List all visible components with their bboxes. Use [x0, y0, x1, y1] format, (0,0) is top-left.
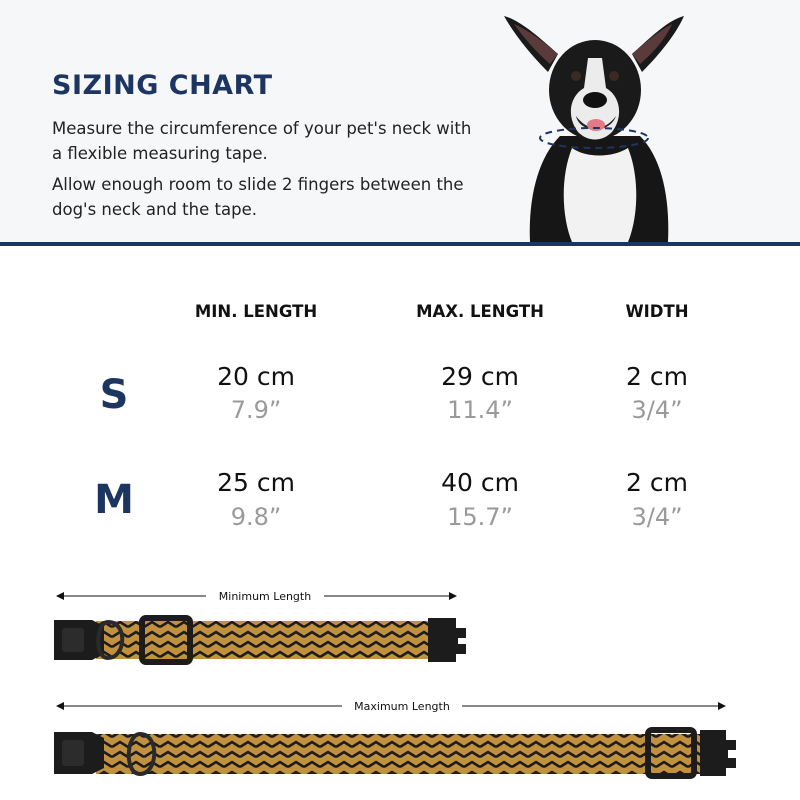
size-label-s: S [99, 372, 129, 418]
min-arrow-right-icon [449, 592, 457, 600]
s-max-inch: 11.4” [447, 396, 513, 424]
s-min-inch: 7.9” [230, 396, 282, 424]
min-arrow-left-icon [56, 592, 64, 600]
instruction-fingers: Allow enough room to slide 2 fingers between the dog's neck and the tape. [52, 175, 464, 219]
s-width-cm: 2 cm [626, 362, 688, 391]
m-width-cm: 2 cm [626, 468, 688, 497]
max-length-label: Maximum Length [354, 700, 450, 713]
s-width-inch: 3/4” [631, 396, 683, 424]
collar-strap-max [96, 734, 714, 774]
header-width: WIDTH [625, 302, 689, 321]
m-width-inch: 3/4” [631, 503, 683, 531]
m-max-cm: 40 cm [441, 468, 519, 497]
max-arrow-left-icon [56, 702, 64, 710]
dog-illustration [500, 8, 700, 242]
header-min-length: MIN. LENGTH [194, 302, 318, 321]
s-max-cm: 29 cm [441, 362, 519, 391]
collar-minimum-diagram [0, 580, 800, 670]
collar-clip-icon [428, 618, 466, 662]
m-min-cm: 25 cm [217, 468, 295, 497]
page-title: SIZING CHART [52, 70, 273, 101]
collar-clip-icon [700, 730, 736, 776]
collar-maximum-diagram [0, 690, 800, 795]
max-arrow-right-icon [718, 702, 726, 710]
min-length-label: Minimum Length [218, 590, 312, 603]
s-min-cm: 20 cm [217, 362, 295, 391]
size-label-m: M [94, 477, 134, 523]
header-max-length: MAX. LENGTH [416, 302, 544, 321]
instruction-measure: Measure the circumference of your pet's neck with a flexible measuring tape. [52, 119, 472, 163]
m-min-inch: 9.8” [230, 503, 282, 531]
collar-strap-min [96, 621, 436, 659]
m-max-inch: 15.7” [447, 503, 513, 531]
header-divider [0, 242, 800, 246]
